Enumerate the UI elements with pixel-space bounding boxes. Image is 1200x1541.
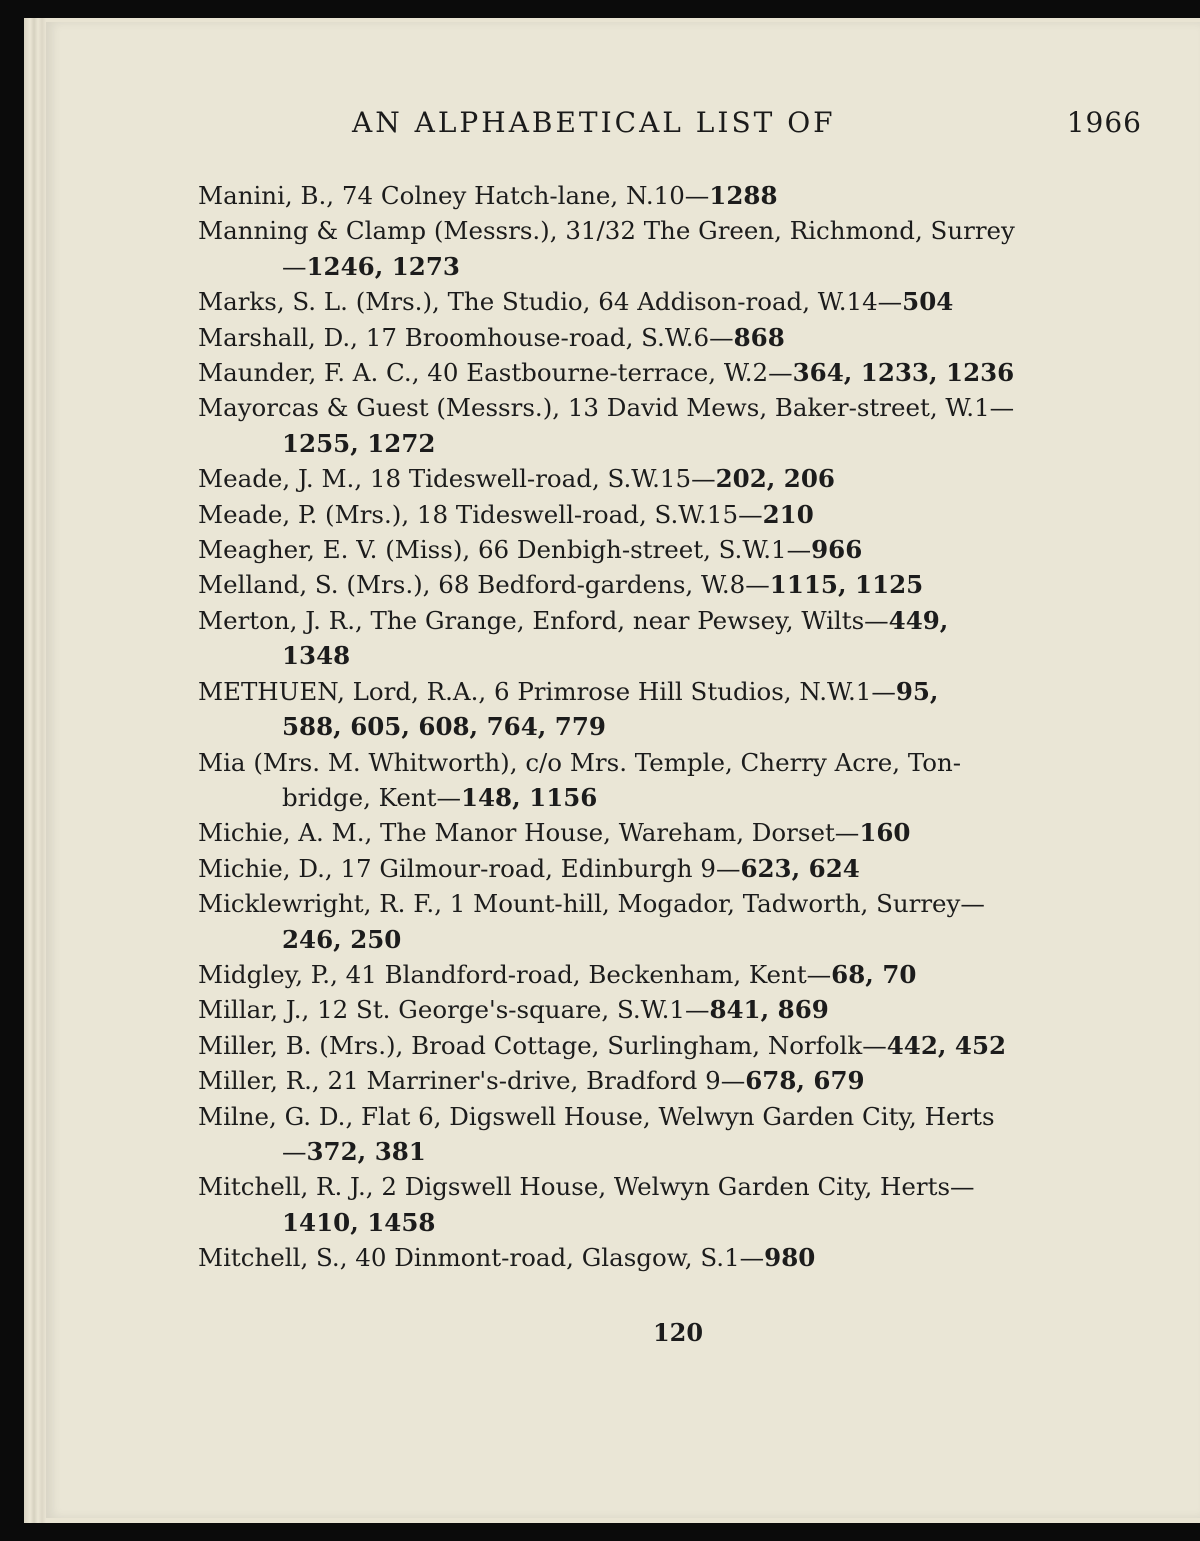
entry-reference-numbers: 210 (762, 499, 814, 529)
entry-reference-numbers: 449, (888, 605, 949, 635)
entry-reference-numbers: 1115, 1125 (769, 570, 924, 600)
entry-reference-numbers: 1255, 1272 (282, 428, 436, 458)
list-item (198, 603, 1140, 674)
list-item (198, 178, 1140, 213)
list-item (198, 532, 1140, 567)
list-item (198, 992, 1140, 1027)
entry-text: Miller, B. (Mrs.), Broad Cottage, Surlingham, Norfolk— (198, 1030, 887, 1060)
entry-text: Melland, S. (Mrs.), 68 Bedford-gardens, W.8— (198, 570, 770, 600)
list-item (198, 1028, 1140, 1063)
list-item (198, 1099, 1140, 1170)
list-item (198, 886, 1140, 957)
entry-reference-numbers: 868 (733, 322, 785, 352)
entry-text: Maunder, F. A. C., 40 Eastbourne-terrace, W.2— (198, 358, 793, 388)
entry-reference-numbers: 588, 605, 608, 764, 779 (282, 712, 606, 742)
entry-reference-numbers: 202, 206 (715, 464, 835, 494)
entry-text: Mitchell, R. J., 2 Digswell House, Welwyn Garden City, Herts— (198, 1172, 975, 1202)
list-item (198, 957, 1140, 992)
entry-reference-numbers: 966 (811, 535, 863, 565)
list-item (198, 355, 1140, 390)
entry-reference-numbers: 372, 381 (306, 1136, 426, 1166)
entry-text: Mayorcas & Guest (Messrs.), 13 David Mews, Baker-street, W.1— (198, 393, 1015, 423)
entry-reference-numbers: 678, 679 (745, 1066, 865, 1096)
list-item (198, 497, 1140, 532)
list-item (198, 567, 1140, 602)
entry-reference-numbers: 68, 70 (831, 959, 917, 989)
entry-reference-numbers: 841, 869 (709, 995, 829, 1025)
entry-text: Marshall, D., 17 Broomhouse-road, S.W.6— (198, 322, 734, 352)
list-item (198, 390, 1140, 461)
entry-reference-numbers: 246, 250 (282, 924, 402, 954)
entry-text: Midgley, P., 41 Blandford-road, Beckenham, Kent— (198, 959, 832, 989)
entry-text: Meade, P. (Mrs.), 18 Tideswell-road, S.W.15— (198, 499, 763, 529)
entry-text: METHUEN, Lord, R.A., 6 Primrose Hill Studios, N.W.1— (198, 676, 896, 706)
entry-text: Mia (Mrs. M. Whitworth), c/o Mrs. Temple, Cherry Acre, Ton- (198, 747, 962, 777)
list-item (198, 213, 1140, 284)
entry-reference-numbers: 95, (895, 676, 939, 706)
entry-reference-numbers: 442, 452 (886, 1030, 1007, 1060)
entry-text: bridge, Kent— (282, 782, 461, 812)
list-item (198, 1063, 1140, 1098)
list-item (198, 851, 1140, 886)
entry-reference-numbers: 1288 (709, 181, 778, 210)
running-head-year: 1966 (1066, 106, 1142, 139)
entry-reference-numbers: 1246, 1273 (306, 251, 460, 281)
page-number: 120 (652, 1318, 704, 1347)
entry-text: Michie, D., 17 Gilmour-road, Edinburgh 9— (198, 853, 741, 883)
entry-text: Meagher, E. V. (Miss), 66 Denbigh-street, S.W.1— (198, 535, 812, 565)
entry-text: Mitchell, S., 40 Dinmont-road, Glasgow, S.1— (198, 1243, 765, 1273)
list-item (198, 1169, 1140, 1240)
entry-reference-numbers: 504 (902, 287, 954, 317)
entry-text: — (282, 251, 307, 281)
entry-text: Marks, S. L. (Mrs.), The Studio, 64 Addison-road, W.14— (198, 287, 903, 317)
entry-text: — (282, 1136, 307, 1166)
entry-text: Milne, G. D., Flat 6, Digswell House, Welwyn Garden City, Herts (198, 1101, 995, 1131)
entry-text: Manini, B., 74 Colney Hatch-lane, N.10— (198, 181, 710, 210)
entry-text: Meade, J. M., 18 Tideswell-road, S.W.15— (198, 464, 716, 494)
entry-list (198, 178, 1140, 1276)
entry-text: Michie, A. M., The Manor House, Wareham, Dorset— (198, 818, 860, 848)
list-item (198, 461, 1140, 496)
running-head-title: AN ALPHABETICAL LIST OF (352, 106, 836, 139)
entry-reference-numbers: 364, 1233, 1236 (792, 358, 1015, 388)
entry-reference-numbers: 623, 624 (740, 853, 860, 883)
list-item (198, 745, 1140, 816)
list-item (198, 674, 1140, 745)
entry-reference-numbers: 148, 1156 (460, 782, 598, 812)
list-item (198, 1240, 1140, 1275)
entry-reference-numbers: 980 (764, 1243, 816, 1273)
entry-reference-numbers: 1348 (282, 641, 351, 671)
entry-reference-numbers: 160 (859, 818, 911, 848)
entry-text: Miller, R., 21 Marriner's-drive, Bradford 9— (198, 1066, 746, 1096)
list-item (198, 815, 1140, 850)
list-item (198, 320, 1140, 355)
entry-text: Merton, J. R., The Grange, Enford, near Pewsey, Wilts— (198, 605, 889, 635)
running-head (352, 106, 1142, 146)
entry-reference-numbers: 1410, 1458 (282, 1207, 436, 1237)
entry-text: Millar, J., 12 St. George's-square, S.W.1— (198, 995, 710, 1025)
entry-text: Micklewright, R. F., 1 Mount-hill, Mogador, Tadworth, Surrey— (198, 889, 985, 919)
list-item (198, 284, 1140, 319)
entry-text: Manning & Clamp (Messrs.), 31/32 The Green, Richmond, Surrey (198, 216, 1015, 246)
